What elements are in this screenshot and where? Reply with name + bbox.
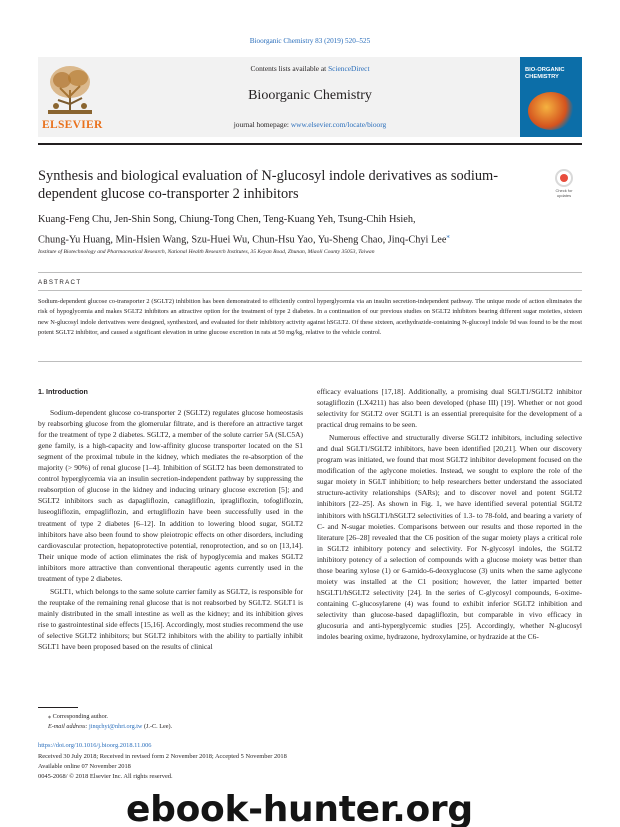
footnote-corresponding-text: Corresponding author. — [52, 713, 108, 720]
check-updates-label: Check for updates — [555, 188, 573, 198]
copyright-line: 0045-2068/ © 2018 Elsevier Inc. All rights reserved. — [38, 772, 173, 780]
intro-paragraph: efficacy evaluations [17,18]. Additionally, a promising dual SGLT1/SGLT2 inhibitor sotagliflozin (LX4211) has also been developed (phase III) [19]. Whether or not good selectivity for SGLT2 over SGLT1 is an essential prerequisite for the development of a practical drug remains to be seen. — [317, 387, 582, 430]
footnote-corresponding — [48, 712, 548, 722]
journal-cover-image — [520, 57, 582, 137]
intro-paragraph: SGLT1, which belongs to the same solute carrier family as SGLT2, is responsible for the reuptake of the remaining renal glucose that is not reabsorbed by SGLT2. SGLT1 is mainly distributed in the small intestine as well as the kidney; and its inhibition gives rise to gastrointestinal side effects [15,16]. Accordingly, most studies recommend the use of selective SGLT2 inhibitors; but SGLT2 inhibitors with the ability to partially inhibit SGLT1 have been proposed based on the results of clinical — [38, 586, 304, 652]
abstract-body: Sodium-dependent glucose co-transporter 2 (SGLT2) inhibition has been demonstrated to efficiently control hyperglycemia via an insulin secretion-independent pathway. The unique mode of action eliminates the risk of hypoglycemia and makes SGLT2 inhibitors an attractive option for the treatment of type 2 diabetes. In a continuation of our previous studies on SGLT2 inhibitors bearing different sugar moieties, sixteen new N-glucosyl indole derivatives were designed, synthesized, and evaluated for their inhibitory activity against hSGLT2. Of these sixteen, acethydrazide-containing N-glucosyl indole 9d was found to be the most potent SGLT2 inhibitor, and caused a significant elevation in urine glucose excretion in rats at 50 mg/kg, relative to the vehicle control. — [38, 298, 582, 336]
body-column-right — [317, 386, 582, 642]
footnote-rule — [38, 707, 78, 708]
check-updates-icon — [555, 169, 573, 187]
journal-title: Bioorganic Chemistry — [248, 88, 372, 103]
abstract-top-rule — [38, 272, 582, 273]
authors-line-2-text: Chung-Yu Huang, Min-Hsien Wang, Szu-Huei Wu, Chun-Hsu Yao, Yu-Sheng Chao, Jinq-Chyi Lee — [38, 234, 447, 246]
article-title: Synthesis and biological evaluation of N-glucosyl indole derivatives as sodium-dependent glucose co-transporter 2 inhibitors — [38, 168, 499, 202]
journal-citation[interactable]: Bioorganic Chemistry 83 (2019) 520–525 — [249, 37, 371, 45]
email-link[interactable]: jinqchyi@nhri.org.tw — [89, 722, 143, 730]
publisher-logo-text: ELSEVIER — [42, 119, 103, 131]
doi-link[interactable]: https://doi.org/10.1016/j.bioorg.2018.11.006 — [38, 742, 152, 749]
check-for-updates-button[interactable] — [549, 169, 579, 203]
abstract-bottom-rule — [38, 361, 582, 362]
abstract-heading-rule — [38, 290, 582, 291]
affiliation: Institute of Biotechnology and Pharmaceutical Research, National Health Research Institutes, 35 Keyan Road, Zhunan, Miaoli County 35053, Taiwan — [38, 249, 375, 255]
email-suffix: (J.-C. Lee). — [142, 722, 173, 730]
journal-homepage — [110, 120, 510, 129]
sciencedirect-link[interactable]: ScienceDirect — [328, 64, 370, 73]
watermark-text: ebook-hunter.org — [126, 789, 473, 827]
author-list — [38, 211, 582, 248]
corresponding-footnote — [48, 712, 548, 732]
history-online: Available online 07 November 2018 — [38, 762, 131, 770]
homepage-link[interactable]: www.elsevier.com/locate/bioorg — [290, 120, 387, 129]
history-received: Received 30 July 2018; Received in revised form 2 November 2018; Accepted 5 November 2018 — [38, 753, 287, 760]
abstract-heading: ABSTRACT — [38, 279, 82, 286]
footnote-mark: ⁎ — [48, 713, 52, 720]
homepage-prefix: journal homepage: — [233, 120, 291, 129]
contents-available — [110, 64, 510, 73]
cover-title: BIO-ORGANIC CHEMISTRY — [525, 67, 565, 80]
footnote-email-line — [48, 722, 548, 732]
email-label: E-mail address: — [48, 722, 90, 730]
header-divider — [38, 143, 582, 145]
authors-line-1: Kuang-Feng Chu, Jen-Shin Song, Chiung-Tong Chen, Teng-Kuang Yeh, Tsung-Chih Hsieh, — [38, 214, 416, 225]
cover-art — [528, 92, 574, 130]
intro-paragraph: Sodium-dependent glucose co-transporter 2 (SGLT2) regulates glucose homeostasis by reabsorbing glucose from the glomerular filtrate, and is therefore an attractive target for the treatment of type 2 diabetes. SGLT2, a member of the solute carrier 5A (SLC5A) gene family, is a high-capacity and low-affinity glucose transporter located on the S1 segment of the proximal tubule in the kidney, which mediates the re-absorption of the majority (> 90%) of renal glucose [1–4]. Inhibition of SGLT2 has been demonstrated to control hyperglycemia via an insulin secretion-independent pathway by suppressing the reabsorption of glucose in the kidney and inducing urinary glucose excretion [5]; and SGLT2 inhibitors such as dapagliflozin, canagliflozin, ipragliflozin, tofogliflozin, luseogliflozin, empagliflozin, and ertugliflozin have been successfully used in the treatment of type 2 diabetes [6–12]. In addition to lowering blood sugar, SGLT2 inhibitors have also been found to show pleiotropic effects on other disorders, including cardiovascular protection, hepatoprotective potential, renoprotection, and so on [13,14]. Their unique mode of action eliminates the risk of hypoglycemia and makes SGLT2 inhibitors more attractive than conventional therapeutic agents currently used in the treatment of type 2 diabetes. — [38, 408, 303, 583]
section-heading-introduction: 1. Introduction — [38, 387, 88, 396]
corresponding-author-link[interactable]: ⁎ — [446, 232, 450, 240]
authors-line-2 — [38, 228, 582, 248]
intro-paragraph: Numerous effective and structurally diverse SGLT2 inhibitors, including selective and dual SGLT1/SGLT2 inhibitors, have been identified [20,21]. When our discovery program was initiated, we found that most SGLT2 inhibitor development focused on the modification of the aglycone moieties. Instead, we sought to explore the role of the sugar moiety in SGLT inhibition; to help researchers better understand the associated structure-activity relationships (SARs); and to discover novel and potent SGLT2 inhibitors [22–25]. As shown in Fig. 1, we have identified several potential SGLT2 inhibitors with hSGLT1/hSGLT2 selectivities of 1.3- to 78-fold, and bearing a variety of C- and N-sugar moieties. Comparisons between our results and those reported in the literature [26–28] revealed that the C6 position of the sugar moiety plays a critical role in SGLT2 inhibitory potency and selectivity. For N-glycosyl indoles, the SGLT2 inhibitory potency of a selection of compounds with a glucose moiety was better than those bearing xylose (1) or 6-amido-6-deoxyglucose (3) units when the same aglycone moiety was installed at the C1 position; however, the latter imparted better hSGLT1/hSGLT2 selectivity [24]. In the series of C-glycosyl compounds, 6-oxime-containing C-glucosylarene (4) was found to exhibit inferior SGLT2 inhibition and selectivity than glucose-based dapagliflozin, but comparable in vivo efficacy in glucosuria and anti-hyperglycemic studies [25]. Accordingly, whether N-glucosyl indoles bearing oxime, hydrazone, hydroxylamine, or hydrazide at the C6- — [317, 433, 582, 642]
article-history — [38, 752, 538, 781]
body-column-left — [38, 386, 303, 652]
contents-prefix: Contents lists available at — [250, 64, 329, 73]
